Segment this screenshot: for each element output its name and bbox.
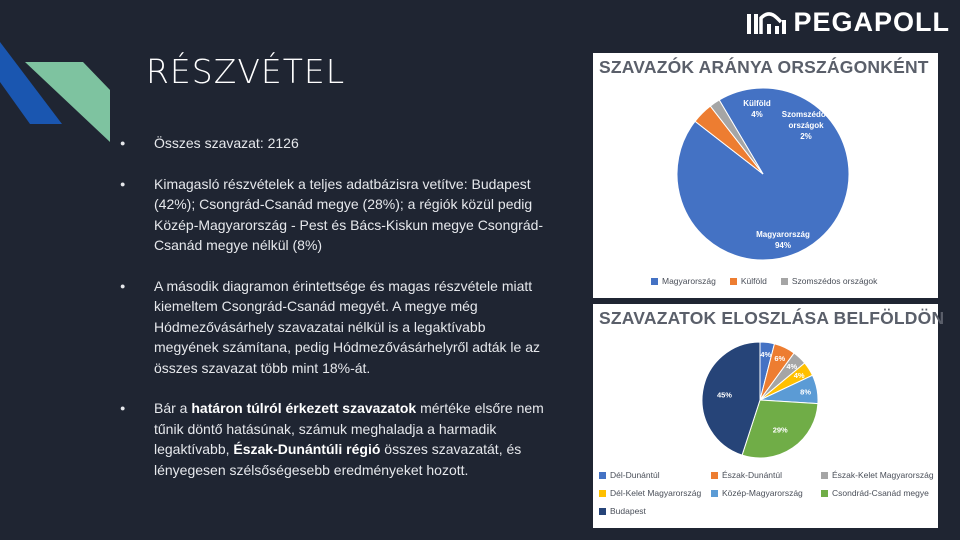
legend-label: Csondrád-Csanád megye xyxy=(832,488,929,498)
bullet-bold-text: határon túlról érkezett szavazatok xyxy=(191,400,417,416)
legend-swatch xyxy=(651,278,658,285)
legend-item-eszak-kelet-magyarorszag xyxy=(821,470,934,480)
legend-label: Magyarország xyxy=(662,276,716,286)
pie-label-line: 94% xyxy=(774,241,792,250)
slide-title: RÉSZVÉTEL xyxy=(146,52,346,91)
legend-item-magyarorszag xyxy=(651,276,716,286)
bullet-text: Bár a xyxy=(154,400,192,416)
bullet-text: A második diagramon érintettsége és magas részvétele miatt kiemeltem Csongrád-Csanád megyét. A megye még Hódmezővásárhely szavazatai nélkül is a legaktívabb megyének számítana, pedig Hódmezővásárhelyről adták le az összes szavazat több mint 18%-át. xyxy=(154,277,540,376)
bullet-text: Kimagasló részvételek a teljes adatbázisra vetítve: Budapest (42%); Csongrád-Csanád megye (28%); a régiók közül pedig Közép-Magyarország - Pest és Bács-Kiskun megye Csongrád-Csanád megye nélkül (8%) xyxy=(154,175,544,253)
legend-item-kulfold xyxy=(730,276,767,286)
legend-swatch xyxy=(821,490,828,497)
legend-item-del-kelet-magyarorszag xyxy=(599,488,701,498)
pie-chart-country xyxy=(593,53,938,298)
legend-swatch xyxy=(730,278,737,285)
legend-label: Budapest xyxy=(610,506,646,516)
legend-label: Külföld xyxy=(740,276,767,286)
legend-item-csondrad-csanad-megye xyxy=(821,488,929,498)
bullet-text: összes szavazatát, és lényegesen szélsőségesebb eredményeket hozott. xyxy=(154,441,522,478)
legend-swatch xyxy=(599,472,606,479)
brand-name: PEGAPOLL xyxy=(793,6,950,37)
pie-label-del-dunantul: 4% xyxy=(760,349,772,359)
legend-item-budapest xyxy=(599,506,646,516)
pie-label-line: 4% xyxy=(751,110,763,119)
pie-label-budapest: 45% xyxy=(716,390,732,400)
legend-label: Észak-Dunántúl xyxy=(722,470,783,480)
bullet-item xyxy=(118,276,548,379)
legend-item-eszak-dunantul xyxy=(711,470,782,480)
brand-logo xyxy=(747,6,950,38)
pie-label-del-kelet-magyarorszag: 4% xyxy=(793,371,805,381)
pie-label-line: Magyarország xyxy=(756,230,810,239)
pie-label-eszak-kelet-magyarorszag: 4% xyxy=(786,362,798,372)
pie-label-eszak-dunantul: 6% xyxy=(774,354,786,364)
logo-bars-icon xyxy=(747,8,787,36)
chart-legend xyxy=(651,276,877,286)
chart-panel-country xyxy=(593,53,938,298)
bullet-text: Összes szavazat: 2126 xyxy=(154,135,299,151)
chart-title: SZAVAZATOK ELOSZLÁSA BELFÖLDÖN xyxy=(599,308,945,328)
legend-item-del-dunantul xyxy=(599,470,660,480)
legend-swatch xyxy=(821,472,828,479)
pie-label-kozep-magyarorszag: 8% xyxy=(800,387,811,397)
legend-label: Dél-Dunántúl xyxy=(610,470,660,480)
pie-label-csondrad-csanad-megye: 29% xyxy=(772,425,788,435)
legend-swatch xyxy=(711,490,718,497)
legend-swatch xyxy=(599,490,606,497)
legend-swatch xyxy=(781,278,788,285)
chart-title: SZAVAZÓK ARÁNYA ORSZÁGONKÉNT xyxy=(599,57,929,77)
pie-label-line: országok xyxy=(788,121,824,130)
legend-item-kozep-magyarorszag xyxy=(711,488,803,498)
chart-panel-domestic xyxy=(593,304,945,528)
bullet-text: mértéke elsőre nem tűnik döntő hatásúnak, számuk meghaladja a harmadik legaktívabb, xyxy=(154,400,544,457)
legend-swatch xyxy=(711,472,718,479)
legend-label: Közép-Magyarország xyxy=(722,488,803,498)
bullet-item xyxy=(118,174,548,256)
pie-label-line: Külföld xyxy=(743,99,771,108)
legend-label: Szomszédos országok xyxy=(791,276,878,286)
bullet-item xyxy=(118,398,548,480)
pie-label-line: Szomszédos xyxy=(781,110,831,119)
bullet-list xyxy=(118,133,548,500)
legend-item-szomszedos-orszagok xyxy=(781,276,878,286)
bullet-item xyxy=(118,133,548,154)
legend-label: Dél-Kelet Magyarország xyxy=(610,488,702,498)
legend-swatch xyxy=(599,508,606,515)
pie-label-line: 2% xyxy=(800,132,812,141)
corner-decoration xyxy=(0,0,120,150)
bullet-bold-text: Észak-Dunántúli régió xyxy=(233,441,381,457)
legend-label: Észak-Kelet Magyarország xyxy=(832,470,934,480)
